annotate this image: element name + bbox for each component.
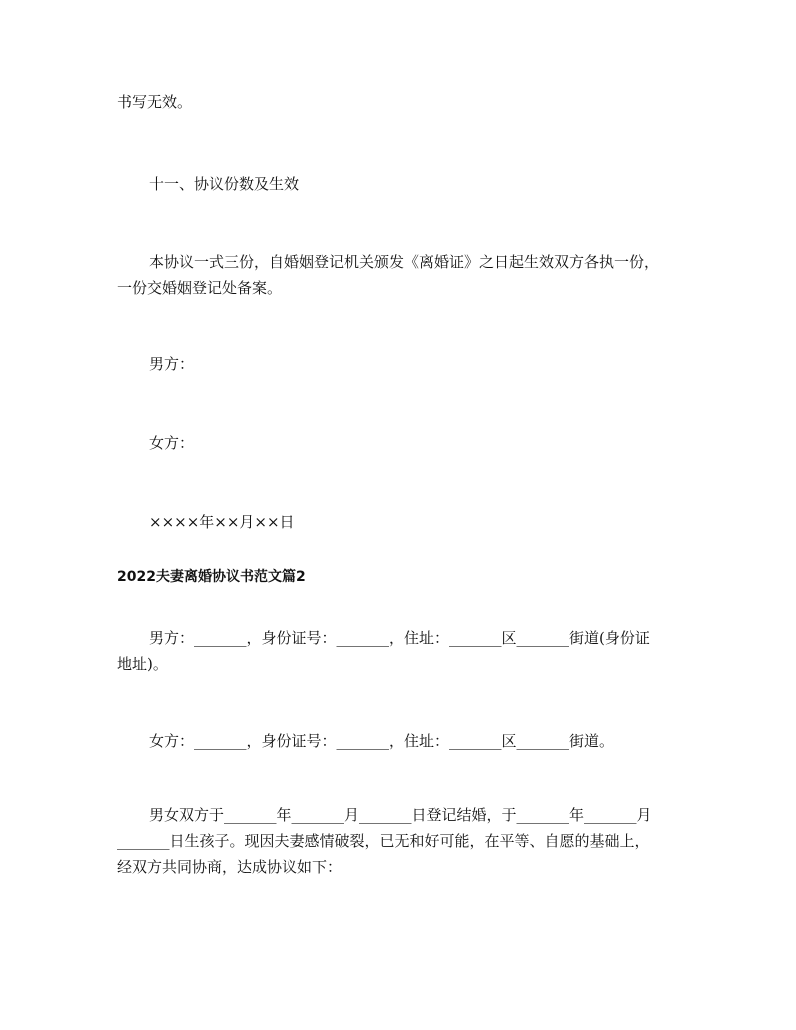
article-title: 2022夫妻离婚协议书范文篇2 <box>117 569 306 585</box>
paragraph-text: 男女双方于_______年_______月_______日登记结婚，于_______年_______月 <box>149 806 652 824</box>
paragraph-text: 本协议一式三份，自婚姻登记机关颁发《离婚证》之日起生效双方各执一份， <box>149 253 660 271</box>
date-line: ××××年××月××日 <box>149 513 295 531</box>
paragraph-text: 一份交婚姻登记处备案。 <box>117 279 283 297</box>
section-heading: 十一、协议份数及生效 <box>149 175 300 193</box>
female-info-text: 女方：_______，身份证号：_______，住址：_______区_______街道。 <box>149 732 615 750</box>
paragraph-text: _______日生孩子。现因夫妻感情破裂，已无和好可能，在平等、自愿的基础上， <box>117 832 650 850</box>
paragraph-text: 书写无效。 <box>117 93 193 111</box>
male-info-text: 地址)。 <box>117 655 168 673</box>
paragraph-text: 经双方共同协商，达成协议如下： <box>117 858 343 876</box>
signature-male-label: 男方： <box>149 355 195 373</box>
male-info-text: 男方：_______，身份证号：_______，住址：_______区_______街道(身份证 <box>149 629 650 647</box>
signature-female-label: 女方： <box>149 434 195 452</box>
